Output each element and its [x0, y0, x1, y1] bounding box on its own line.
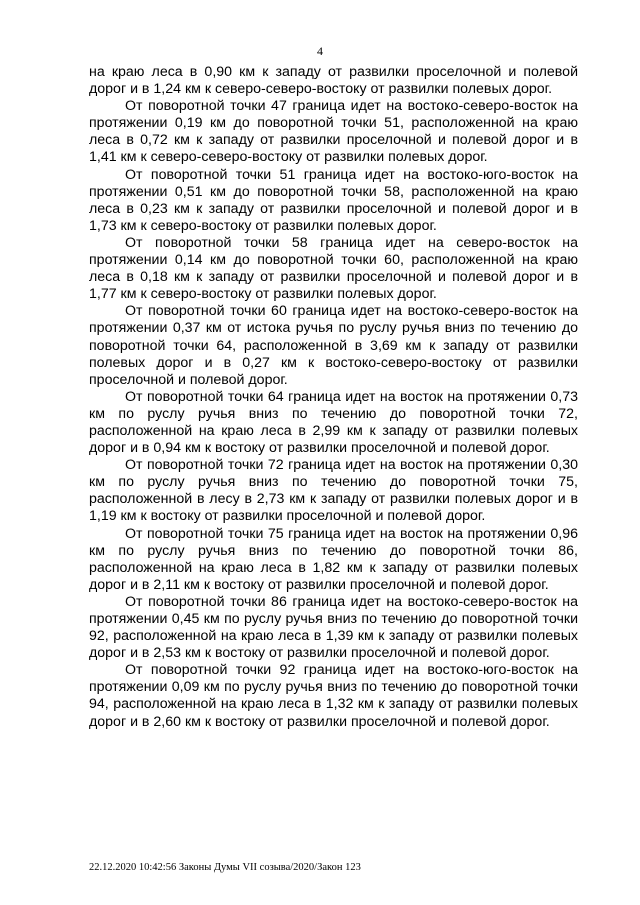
paragraph: От поворотной точки 51 граница идет на востоко-юго-восток на протяжении 0,51 км до поворотной точки 58, расположенной на краю леса в 0,23 км к западу от развилки проселочной и полевой дорог и в 1,73 км к северо-востоку от развилки полевых дорог. — [89, 166, 578, 234]
paragraph: От поворотной точки 64 граница идет на восток на протяжении 0,73 км по руслу ручья вниз по течению до поворотной точки 72, расположенной на краю леса в 2,99 км к западу от развилки полевых дорог и в 0,94 км к востоку от развилки проселочной и полевой дорог. — [89, 388, 578, 457]
paragraph: От поворотной точки 58 граница идет на северо-восток на протяжении 0,14 км до поворотной точки 60, расположенной на краю леса в 0,18 км к западу от развилки проселочной и полевой дорог и в 1,77 км к северо-востоку от развилки полевых дорог. — [89, 234, 578, 303]
paragraph: От поворотной точки 86 граница идет на востоко-северо-восток на протяжении 0,45 км по руслу ручья вниз по течению до поворотной точки 92, расположенной на краю леса в 1,39 км к западу от развилки полевых дорог и в 2,53 км к востоку от развилки проселочной и полевой дорог. — [89, 593, 578, 662]
document-footer: 22.12.2020 10:42:56 Законы Думы VII созыва/2020/Закон 123 — [89, 862, 361, 873]
paragraph: От поворотной точки 75 граница идет на восток на протяжении 0,96 км по руслу ручья вниз по течению до поворотной точки 86, расположенной на краю леса в 1,82 км к западу от развилки полевых дорог и в 2,11 км к востоку от развилки проселочной и полевой дорог. — [89, 525, 578, 593]
paragraph-continuation: на краю леса в 0,90 км к западу от развилки проселочной и полевой дорог и в 1,24 км к северо-северо-востоку от развилки полевых дорог. — [89, 64, 578, 98]
paragraph: От поворотной точки 60 граница идет на востоко-северо-восток на протяжении 0,37 км от истока ручья по руслу ручья вниз по течению до поворотной точки 64, расположенной в 3,69 км к западу от развилки полевых дорог и в 0,27 км к востоко-северо-востоку от развилки проселочной и полевой дорог. — [89, 303, 578, 388]
document-body — [89, 64, 578, 731]
paragraph: От поворотной точки 72 граница идет на восток на протяжении 0,30 км по руслу ручья вниз по течению до поворотной точки 75, расположенной в лесу в 2,73 км к западу от развилки полевых дорог и в 1,19 км к востоку от развилки проселочной и полевой дорог. — [89, 457, 578, 525]
paragraph: От поворотной точки 47 граница идет на востоко-северо-восток на протяжении 0,19 км до поворотной точки 51, расположенной на краю леса в 0,72 км к западу от развилки проселочной и полевой дорог и в 1,41 км к северо-северо-востоку от развилки полевых дорог. — [89, 98, 578, 166]
page-number: 4 — [317, 44, 323, 58]
paragraph: От поворотной точки 92 граница идет на востоко-юго-восток на протяжении 0,09 км по руслу ручья вниз по течению до поворотной точки 94, расположенной на краю леса в 1,32 км к западу от развилки полевых дорог и в 2,60 км к востоку от развилки проселочной и полевой дорог. — [89, 662, 578, 730]
